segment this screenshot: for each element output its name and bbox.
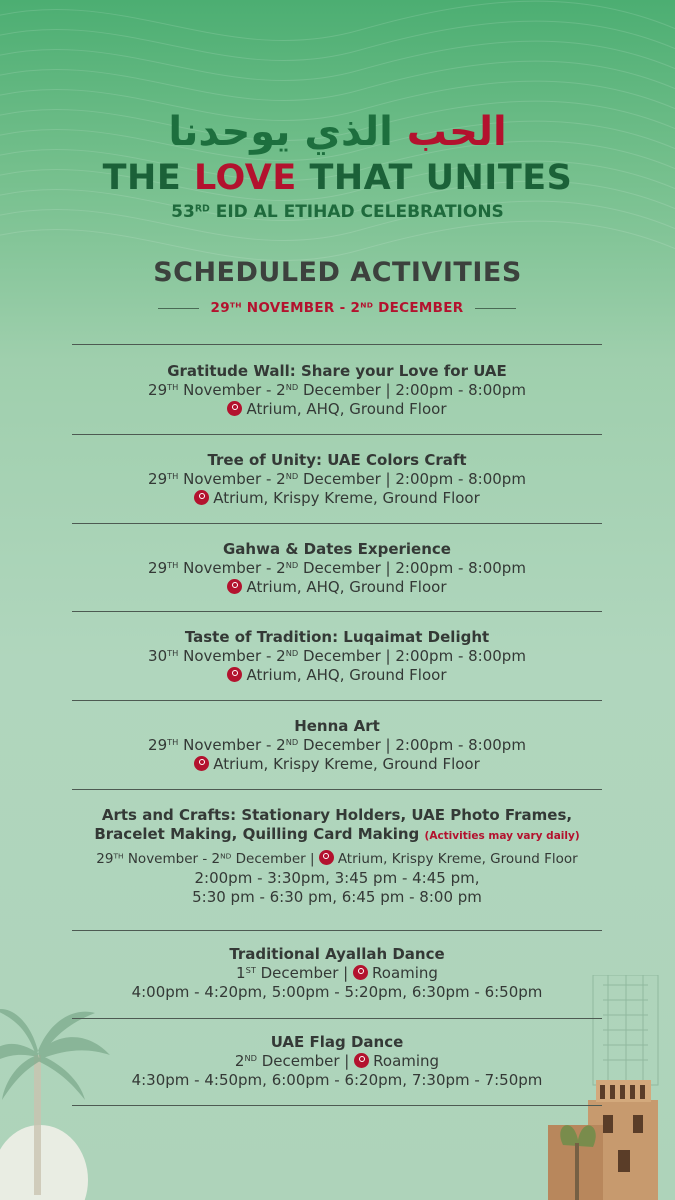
activity-name: Traditional Ayallah Dance: [229, 945, 445, 963]
edition-suffix: RD: [194, 203, 210, 215]
activity-flag-dance: [72, 1033, 602, 1090]
activity-date-middle: November - 2: [178, 381, 286, 399]
activity-ayallah-dance: [72, 945, 602, 1002]
location-pin-icon: [227, 579, 242, 594]
activity-name: Gahwa & Dates Experience: [223, 540, 451, 558]
activity-divider: [72, 344, 602, 345]
activity-name-line-2-text: Bracelet Making, Quilling Card Making: [94, 825, 420, 843]
date-range-text: [211, 300, 464, 316]
activity-location-text: Atrium, Krispy Kreme, Ground Floor: [213, 489, 480, 507]
activity-name-line-1: Arts and Crafts: Stationary Holders, UAE Photo Frames,: [101, 806, 573, 824]
activity-start-sup: TH: [167, 560, 179, 571]
activity-divider: [72, 1105, 602, 1106]
edition-number: 53: [171, 202, 195, 222]
activity-location: [72, 489, 602, 508]
activity-note: (Activities may vary daily): [424, 830, 580, 842]
activity-gahwa-dates: [72, 540, 602, 597]
activity-date-tail: December | 2:00pm - 8:00pm: [298, 381, 526, 399]
headline-after: THAT UNITES: [296, 158, 573, 198]
activity-divider: [72, 700, 602, 701]
activity-location: [72, 400, 602, 419]
activity-date-tail: December | 2:00pm - 8:00pm: [298, 736, 526, 754]
activity-date-time: [72, 647, 602, 666]
activity-end-sup: ND: [285, 560, 299, 571]
activity-location: [72, 755, 602, 774]
headline-love: LOVE: [193, 158, 297, 198]
activity-location-text: Atrium, Krispy Kreme, Ground Floor: [213, 755, 480, 773]
activity-location-text: Atrium, Krispy Kreme, Ground Floor: [337, 851, 578, 867]
activity-day: 2: [234, 1052, 245, 1070]
activity-times: 4:00pm - 4:20pm, 5:00pm - 5:20pm, 6:30pm - 6:50pm: [131, 983, 543, 1001]
activity-date-middle: November - 2: [123, 851, 221, 867]
activity-end-sup: ND: [285, 737, 299, 748]
activity-location-text: Atrium, AHQ, Ground Floor: [246, 666, 447, 684]
activity-date-middle: November - 2: [178, 647, 286, 665]
activity-name-line-2: [72, 825, 602, 846]
activity-times-line-2: 5:30 pm - 6:30 pm, 6:45 pm - 8:00 pm: [192, 888, 482, 906]
activity-start-day: 29: [148, 736, 168, 754]
activity-date-tail: December | 2:00pm - 8:00pm: [298, 559, 526, 577]
activity-date-tail: December |: [231, 851, 315, 867]
location-pin-icon: [194, 756, 209, 771]
activity-date-location: [72, 964, 602, 983]
arabic-headline-love: الحب: [406, 109, 507, 155]
activity-name: Gratitude Wall: Share your Love for UAE: [167, 362, 507, 380]
activity-location: [72, 578, 602, 597]
location-pin-icon: [353, 965, 368, 980]
date-range-start-sup: TH: [229, 300, 242, 310]
activity-location-text: Atrium, AHQ, Ground Floor: [246, 400, 447, 418]
activity-name: Taste of Tradition: Luqaimat Delight: [184, 628, 490, 646]
location-pin-icon: [194, 490, 209, 505]
activity-start-sup: TH: [167, 737, 179, 748]
activity-date-time: [72, 559, 602, 578]
activity-divider: [72, 523, 602, 524]
activity-start-day: 29: [96, 851, 114, 867]
location-pin-icon: [354, 1053, 369, 1068]
activity-name: Tree of Unity: UAE Colors Craft: [207, 451, 467, 469]
activity-date-location: [72, 850, 602, 869]
schedule-date-range: [158, 298, 516, 318]
activity-start-sup: TH: [113, 851, 124, 861]
activity-date-middle: November - 2: [178, 559, 286, 577]
activity-date-middle: November - 2: [178, 470, 286, 488]
date-range-left-rule: [158, 308, 199, 309]
activity-name: Henna Art: [294, 717, 380, 735]
activity-day: 1: [236, 964, 246, 982]
date-range-middle: NOVEMBER - 2: [241, 300, 361, 316]
activity-date-time: [72, 470, 602, 489]
activity-luqaimat: [72, 628, 602, 685]
activity-divider: [72, 434, 602, 435]
location-pin-icon: [319, 850, 334, 865]
activity-divider: [72, 1018, 602, 1019]
arabic-headline-rest: الذي يوحدنا: [168, 109, 393, 155]
activity-date-tail: December |: [256, 1052, 350, 1070]
headline: [0, 158, 675, 198]
activity-location-text: Atrium, AHQ, Ground Floor: [246, 578, 447, 596]
activity-location-text: Roaming: [373, 1052, 440, 1070]
activity-gratitude-wall: [72, 362, 602, 419]
activity-end-sup: ND: [285, 471, 299, 482]
activity-times: 4:30pm - 4:50pm, 6:00pm - 6:20pm, 7:30pm - 7:50pm: [131, 1071, 543, 1089]
activity-divider: [72, 789, 602, 790]
date-range-end-sup: ND: [360, 300, 374, 310]
activity-date-tail: December | 2:00pm - 8:00pm: [298, 470, 526, 488]
edition-text: EID AL ETIHAD CELEBRATIONS: [209, 202, 504, 222]
activity-location-text: Roaming: [372, 964, 438, 982]
activity-date-tail: December | 2:00pm - 8:00pm: [298, 647, 526, 665]
activity-date-middle: November - 2: [178, 736, 286, 754]
activity-arts-and-crafts: [72, 806, 602, 907]
activity-date-location: [72, 1052, 602, 1071]
activity-date-time: [72, 736, 602, 755]
activity-times-line-1: 2:00pm - 3:30pm, 3:45 pm - 4:45 pm,: [194, 869, 480, 887]
activity-henna-art: [72, 717, 602, 774]
activity-start-sup: TH: [167, 471, 179, 482]
activity-start-day: 29: [148, 381, 168, 399]
location-pin-icon: [227, 667, 242, 682]
activity-start-sup: TH: [167, 382, 179, 393]
location-pin-icon: [227, 401, 242, 416]
activity-date-time: [72, 381, 602, 400]
activity-divider: [72, 930, 602, 931]
edition-subtitle: [0, 201, 675, 223]
activity-name: UAE Flag Dance: [270, 1033, 404, 1051]
headline-before: THE: [102, 158, 194, 198]
activity-end-sup: ND: [285, 382, 299, 393]
activity-end-sup: ND: [220, 851, 232, 861]
activity-date-tail: December |: [255, 964, 349, 982]
activity-location: [72, 666, 602, 685]
activity-start-day: 29: [148, 470, 168, 488]
activity-start-day: 30: [148, 647, 168, 665]
schedule-title: SCHEDULED ACTIVITIES: [153, 257, 522, 288]
activity-day-sup: ST: [245, 965, 256, 976]
date-range-end: DECEMBER: [373, 300, 464, 316]
activity-start-day: 29: [148, 559, 168, 577]
date-range-start: 29: [210, 300, 230, 316]
activity-start-sup: TH: [167, 648, 179, 659]
activity-day-sup: ND: [244, 1053, 257, 1064]
activity-divider: [72, 611, 602, 612]
date-range-right-rule: [475, 308, 516, 309]
activity-tree-of-unity: [72, 451, 602, 508]
arabic-headline: [0, 108, 675, 156]
activity-end-sup: ND: [285, 648, 299, 659]
